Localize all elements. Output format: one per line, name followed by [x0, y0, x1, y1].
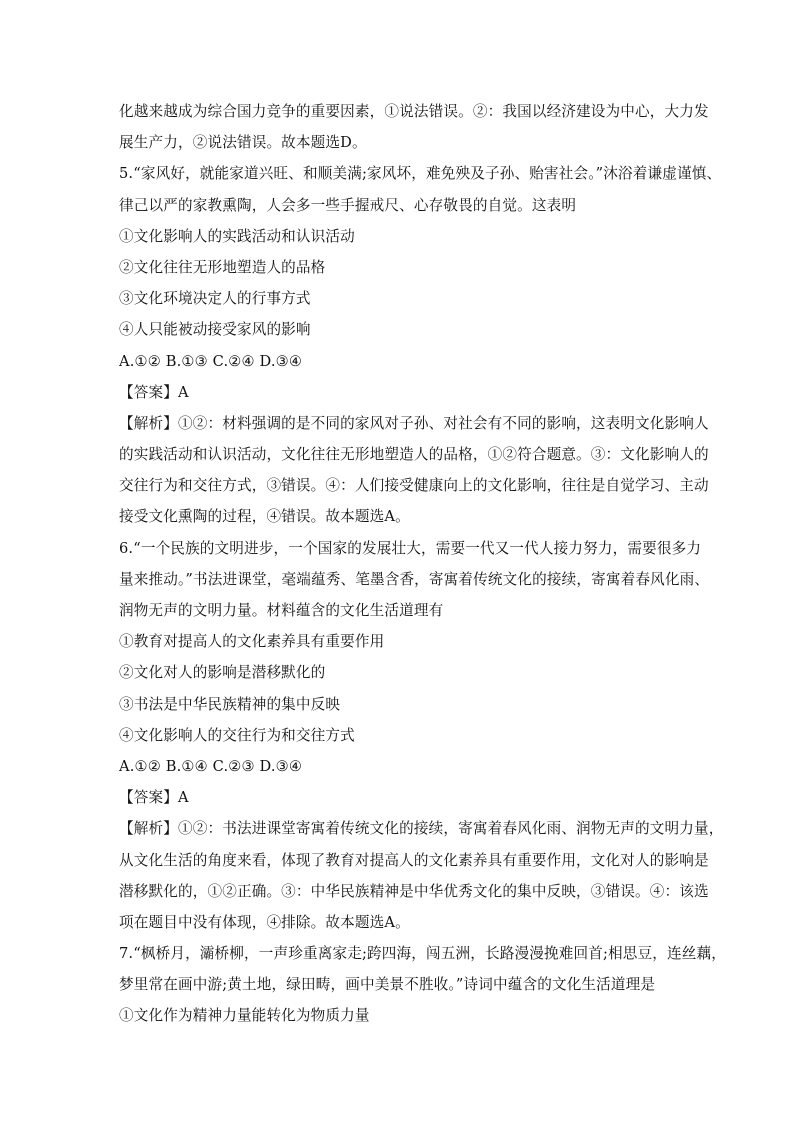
- option-statement: ③文化环境决定人的行事方式: [119, 290, 311, 308]
- answer-choices: A.①② B.①④ C.②③ D.③④: [119, 757, 303, 775]
- option-statement: ①文化影响人的实践活动和认识活动: [119, 227, 355, 245]
- option-statement: ①教育对提高人的文化素养具有重要作用: [119, 633, 385, 651]
- text-line: 项在题目中没有体现，④排除。故本题选A。: [119, 913, 410, 931]
- analysis-paragraph: 【解析】①②：材料强调的是不同的家风对子孙、对社会有不同的影响，这表明文化影响人: [119, 414, 709, 432]
- question-7-stem: 7.“枫桥月，灞桥柳，一声珍重离家走;跨四海，闯五洲，长路漫漫挽难回首;相思豆，连丝藕，: [119, 945, 726, 963]
- text-line: 交往行为和交往方式，③错误。④：人们接受健康向上的文化影响，往往是自觉学习、主动: [119, 477, 709, 495]
- option-statement: ②文化对人的影响是潜移默化的: [119, 664, 326, 682]
- option-statement: ③书法是中华民族精神的集中反映: [119, 695, 341, 713]
- text-line: 量来推动。”书法进课堂，毫端蕴秀、笔墨含香，寄寓着传统文化的接续，寄寓着春风化雨、: [119, 570, 710, 588]
- text-line: 润物无声的文明力量。材料蕴含的文化生活道理有: [119, 602, 444, 619]
- text-line: 化越来越成为综合国力竞争的重要因素，①说法错误。②：我国以经济建设为中心，大力发: [119, 103, 709, 120]
- document-body: [119, 96, 726, 1032]
- text-line: 接受文化熏陶的过程，④错误。故本题选A。: [119, 508, 410, 526]
- answer-label: 【答案】A: [119, 789, 189, 807]
- question-5-stem: 5.“家风好，就能家道兴旺、和顺美满;家风坏，难免殃及子孙、贻害社会。”沐浴着谦虚谨慎、: [119, 165, 722, 183]
- text-line: 从文化生活的角度来看，体现了教育对提高人的文化素养具有重要作用，文化对人的影响是: [119, 851, 709, 869]
- question-6-stem: 6.“一个民族的文明进步，一个国家的发展壮大，需要一代又一代人接力努力，需要很多力: [119, 539, 702, 557]
- text-line: 展生产力，②说法错误。故本题选D。: [119, 134, 367, 152]
- text-line: 的实践活动和认识活动，文化往往无形地塑造人的品格，①②符合题意。③：文化影响人的: [119, 446, 709, 464]
- option-statement: ②文化往往无形地塑造人的品格: [119, 258, 326, 276]
- option-statement: ①文化作为精神力量能转化为物质力量: [119, 1007, 370, 1025]
- option-statement: ④文化影响人的交往行为和交往方式: [119, 726, 355, 744]
- text-line: 律己以严的家教熏陶，人会多一些手握戒尺、心存敬畏的自觉。这表明: [119, 196, 577, 214]
- answer-label: 【答案】A: [119, 383, 189, 401]
- text-line: 潜移默化的，①②正确。③：中华民族精神是中华优秀文化的集中反映，③错误。④：该选: [119, 882, 709, 900]
- text-line: 梦里常在画中游;黄土地，绿田畴，画中美景不胜收。”诗词中蕴含的文化生活道理是: [119, 976, 656, 994]
- option-statement: ④人只能被动接受家风的影响: [119, 321, 311, 339]
- answer-choices: A.①② B.①③ C.②④ D.③④: [119, 352, 303, 370]
- analysis-paragraph: 【解析】①②：书法进课堂寄寓着传统文化的接续，寄寓着春风化雨、润物无声的文明力量，: [119, 820, 724, 838]
